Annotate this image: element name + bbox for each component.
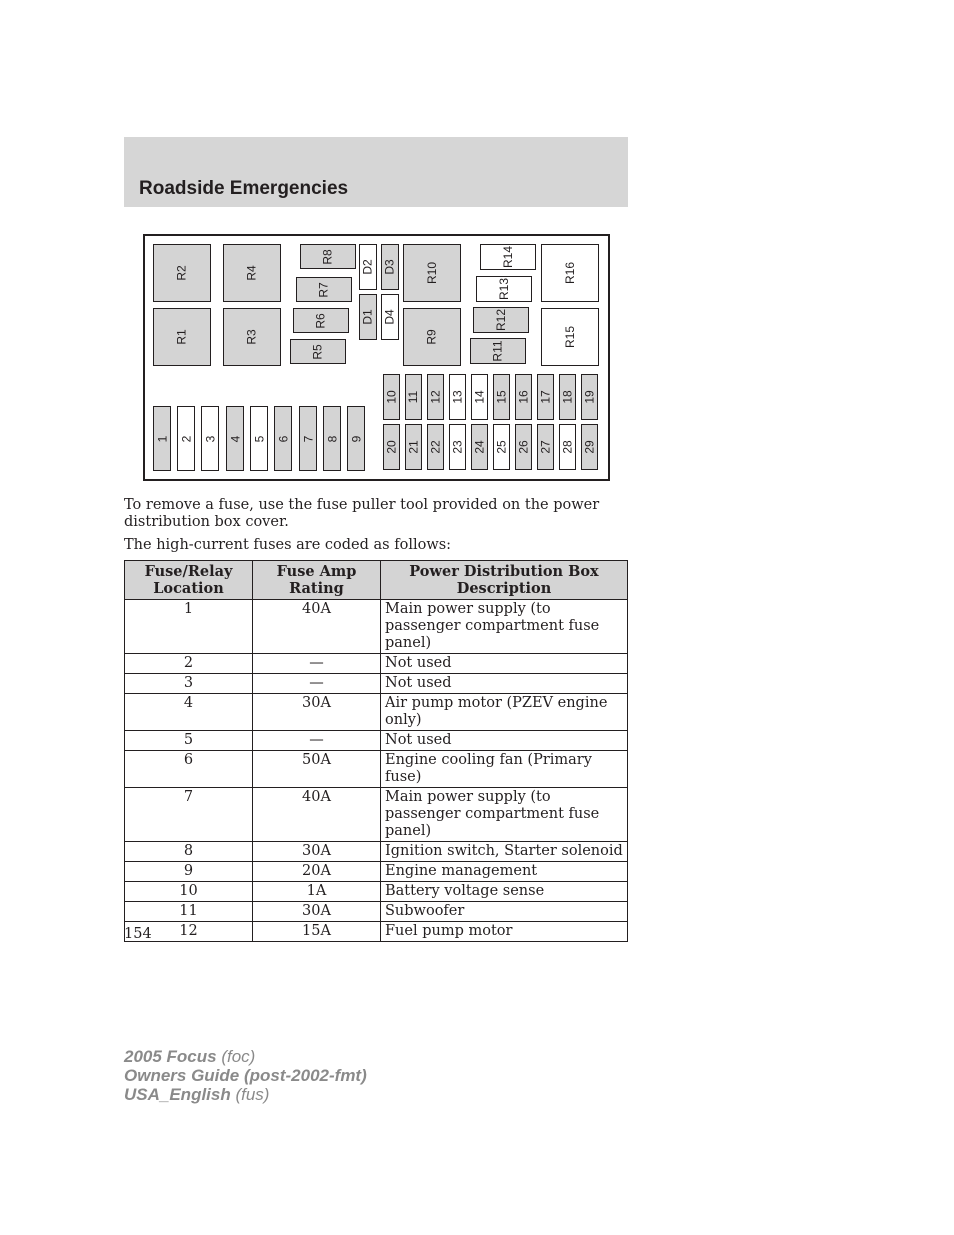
- fuse-label: 9: [349, 435, 363, 442]
- diode-label: D3: [383, 259, 397, 275]
- diode-label: D2: [361, 259, 375, 275]
- footer-model-code: (foc): [216, 1047, 256, 1066]
- relay-r9: [403, 308, 461, 366]
- table-row: [125, 842, 628, 862]
- fuse-label: 5: [252, 435, 266, 442]
- relay-label: R13: [496, 277, 511, 301]
- table-row: [125, 654, 628, 674]
- fuse-label: 8: [325, 435, 339, 442]
- fuse-label: 6: [276, 435, 290, 442]
- relay-r12: [473, 307, 529, 333]
- fuse-4: [226, 406, 244, 471]
- fuse-label: 14: [472, 390, 487, 404]
- fuse-box-diagram: [143, 234, 610, 481]
- fuse-label: 10: [384, 390, 399, 404]
- relay-label: R12: [493, 308, 508, 332]
- fuse-label: 24: [472, 440, 487, 454]
- diode-label: D1: [361, 309, 375, 325]
- fuse-22: [427, 424, 444, 470]
- table-row: [125, 694, 628, 731]
- relay-r6: [293, 308, 349, 333]
- fuse-7: [299, 406, 317, 471]
- cell-location: 2: [125, 654, 253, 674]
- document-footer: [124, 1047, 367, 1104]
- cell-amp: 40A: [253, 788, 381, 842]
- fuse-2: [177, 406, 195, 471]
- fuse-label: 27: [538, 440, 553, 454]
- fuse-label: 2: [179, 435, 193, 442]
- fuse-14: [471, 374, 488, 420]
- footer-line-3: [124, 1085, 367, 1104]
- footer-line-2: [124, 1066, 367, 1085]
- relay-r5: [290, 339, 346, 364]
- fuse-label: 13: [450, 390, 465, 404]
- relay-label: R11: [491, 340, 505, 362]
- relay-r4: [223, 244, 281, 302]
- col-header-description: Power Distribution Box Description: [381, 561, 628, 600]
- relay-r13: [476, 276, 532, 302]
- relay-label: R16: [562, 261, 577, 285]
- fuse-label: 17: [538, 390, 553, 404]
- section-title: Roadside Emergencies: [139, 178, 349, 199]
- fuse-12: [427, 374, 444, 420]
- relay-label: R1: [175, 329, 189, 345]
- relay-label: R14: [500, 245, 515, 269]
- fuse-label: 29: [582, 440, 597, 454]
- fuse-label: 15: [494, 390, 509, 404]
- cell-description: Air pump motor (PZEV engine only): [381, 694, 628, 731]
- fuse-27: [537, 424, 554, 470]
- cell-location: 11: [125, 902, 253, 922]
- fuse-16: [515, 374, 532, 420]
- cell-description: Engine management: [381, 862, 628, 882]
- table-row: [125, 882, 628, 902]
- relay-label: R6: [314, 312, 328, 329]
- table-row: [125, 751, 628, 788]
- cell-location: 10: [125, 882, 253, 902]
- fuse-label: 1: [155, 435, 169, 442]
- cell-location: 12: [125, 922, 253, 942]
- col-header-amp-rating: Fuse Amp Rating: [253, 561, 381, 600]
- fuse-label: 12: [428, 390, 443, 404]
- relay-r2: [153, 244, 211, 302]
- fuse-3: [201, 406, 219, 471]
- footer-language: USA_English: [124, 1085, 231, 1104]
- cell-location: 8: [125, 842, 253, 862]
- fuse-label: 21: [406, 440, 421, 454]
- fuse-11: [405, 374, 422, 420]
- fuse-19: [581, 374, 598, 420]
- table-intro: The high-current fuses are coded as follows:: [124, 537, 452, 553]
- diode-d2: [359, 244, 377, 290]
- cell-amp: 30A: [253, 902, 381, 922]
- fuse-label: 11: [406, 390, 421, 404]
- fuse-13: [449, 374, 466, 420]
- footer-line-1: [124, 1047, 367, 1066]
- fuse-9: [347, 406, 365, 471]
- relay-r7: [296, 277, 352, 302]
- relay-r8: [300, 244, 356, 269]
- table-row: [125, 788, 628, 842]
- cell-location: 7: [125, 788, 253, 842]
- cell-amp: 20A: [253, 862, 381, 882]
- fuse-label: 25: [494, 440, 509, 454]
- cell-location: 5: [125, 731, 253, 751]
- cell-amp: —: [253, 731, 381, 751]
- cell-description: Engine cooling fan (Primary fuse): [381, 751, 628, 788]
- fuse-label: 7: [301, 435, 315, 442]
- table-row: [125, 922, 628, 942]
- fuse-label: 23: [450, 440, 465, 454]
- relay-label: R7: [317, 281, 331, 298]
- cell-description: Battery voltage sense: [381, 882, 628, 902]
- fuse-15: [493, 374, 510, 420]
- fuse-26: [515, 424, 532, 470]
- table-row: [125, 674, 628, 694]
- cell-location: 4: [125, 694, 253, 731]
- fuse-label: 19: [582, 390, 597, 404]
- high-current-fuse-table: [124, 560, 628, 942]
- diode-d3: [381, 244, 399, 290]
- cell-amp: 30A: [253, 694, 381, 731]
- fuse-removal-instructions: To remove a fuse, use the fuse puller tool provided on the power distribution box cover.: [124, 497, 600, 530]
- cell-description: Ignition switch, Starter solenoid: [381, 842, 628, 862]
- cell-amp: 40A: [253, 600, 381, 654]
- fuse-23: [449, 424, 466, 470]
- fuse-label: 26: [516, 440, 531, 454]
- relay-r16: [541, 244, 599, 302]
- fuse-1: [153, 406, 171, 471]
- cell-amp: 1A: [253, 882, 381, 902]
- fuse-label: 22: [428, 440, 443, 454]
- fuse-label: 18: [560, 390, 575, 404]
- diode-d1: [359, 294, 377, 340]
- page-number: 154: [124, 926, 152, 942]
- cell-amp: 50A: [253, 751, 381, 788]
- cell-amp: 30A: [253, 842, 381, 862]
- table-row: [125, 731, 628, 751]
- relay-label: R10: [424, 261, 439, 285]
- fuse-label: 3: [203, 435, 217, 442]
- relay-label: R2: [175, 265, 189, 281]
- fuse-8: [323, 406, 341, 471]
- relay-r11: [470, 338, 526, 364]
- footer-language-code: (fus): [230, 1085, 270, 1104]
- footer-guide: Owners Guide (post-2002-fmt): [124, 1066, 367, 1085]
- relay-r3: [223, 308, 281, 366]
- fuse-label: 16: [516, 390, 531, 404]
- fuse-28: [559, 424, 576, 470]
- fuse-17: [537, 374, 554, 420]
- cell-description: Main power supply (to passenger compartment fuse panel): [381, 788, 628, 842]
- relay-label: R9: [425, 329, 439, 345]
- fuse-18: [559, 374, 576, 420]
- cell-description: Fuel pump motor: [381, 922, 628, 942]
- relay-r10: [403, 244, 461, 302]
- fuse-5: [250, 406, 268, 471]
- cell-location: 9: [125, 862, 253, 882]
- table-row: [125, 862, 628, 882]
- cell-description: Not used: [381, 731, 628, 751]
- fuse-6: [274, 406, 292, 471]
- relay-label: R4: [245, 265, 259, 281]
- table-header-row: [125, 561, 628, 600]
- cell-description: Not used: [381, 674, 628, 694]
- cell-amp: 15A: [253, 922, 381, 942]
- fuse-label: 28: [560, 440, 575, 454]
- fuse-25: [493, 424, 510, 470]
- diode-d4: [381, 294, 399, 340]
- fuse-29: [581, 424, 598, 470]
- fuse-label: 4: [228, 435, 242, 442]
- cell-location: 3: [125, 674, 253, 694]
- relay-label: R5: [311, 343, 325, 360]
- cell-location: 6: [125, 751, 253, 788]
- cell-description: Main power supply (to passenger compartment fuse panel): [381, 600, 628, 654]
- cell-amp: —: [253, 654, 381, 674]
- cell-description: Subwoofer: [381, 902, 628, 922]
- relay-label: R15: [562, 325, 577, 349]
- cell-location: 1: [125, 600, 253, 654]
- relay-r15: [541, 308, 599, 366]
- fuse-20: [383, 424, 400, 470]
- fuse-label: 20: [384, 440, 399, 454]
- footer-model: 2005 Focus: [124, 1047, 217, 1066]
- col-header-location: Fuse/Relay Location: [125, 561, 253, 600]
- fuse-24: [471, 424, 488, 470]
- fuse-21: [405, 424, 422, 470]
- cell-description: Not used: [381, 654, 628, 674]
- relay-r1: [153, 308, 211, 366]
- relay-label: R3: [245, 329, 259, 345]
- fuse-10: [383, 374, 400, 420]
- relay-label: R8: [321, 248, 335, 265]
- cell-amp: —: [253, 674, 381, 694]
- table-row: [125, 600, 628, 654]
- table-row: [125, 902, 628, 922]
- diode-label: D4: [383, 309, 397, 325]
- relay-r14: [480, 244, 536, 270]
